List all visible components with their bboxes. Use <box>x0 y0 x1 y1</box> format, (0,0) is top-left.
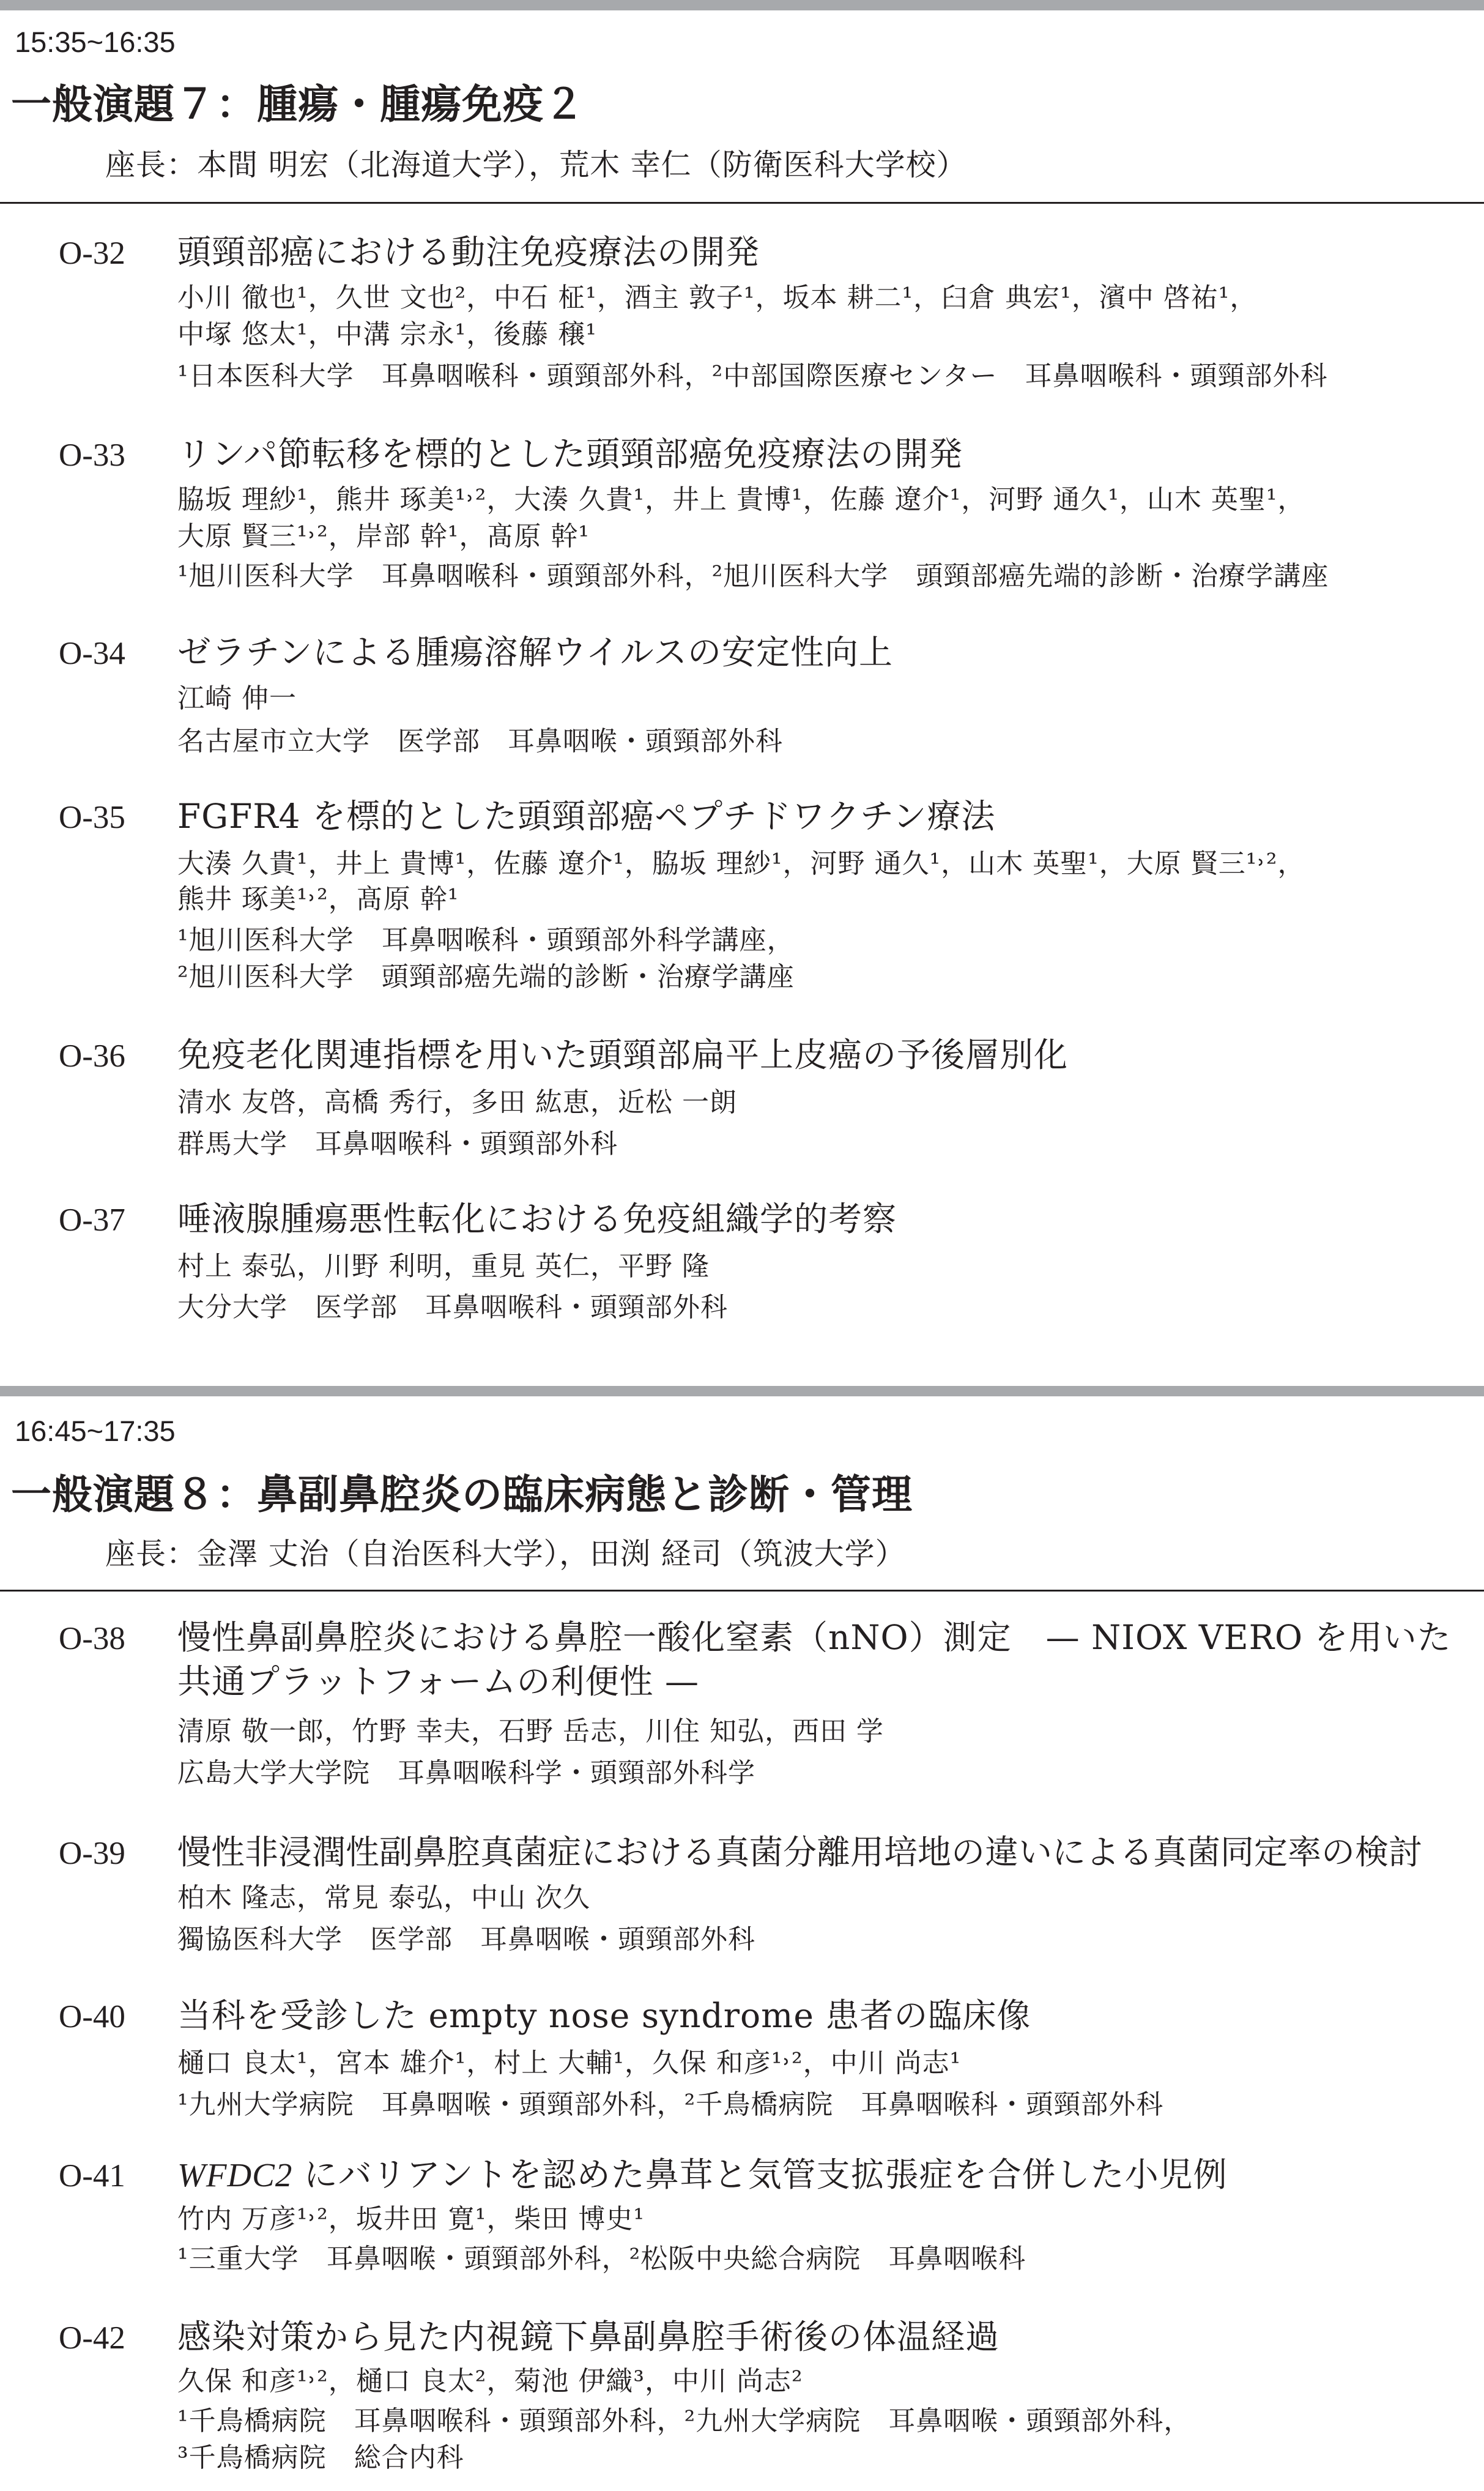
abstract-number: O-39 <box>59 1836 125 1871</box>
abstract-authors: 清原 敬一郎，竹野 幸夫，石野 岳志，川住 知弘，西田 学 <box>177 1716 884 1747</box>
abstract-affiliation: ¹旭川医科大学 耳鼻咽喉科・頭頸部外科，²旭川医科大学 頭頸部癌先端的診断・治療学講座 <box>177 560 1329 592</box>
abstract-title: リンパ節転移を標的とした頭頸部癌免疫療法の開発 <box>177 434 963 474</box>
abstract-authors: 竹内 万彦¹˒²，坂井田 寛¹，柴田 博史¹ <box>177 2203 645 2235</box>
abstract-title: 当科を受診した empty nose syndrome 患者の臨床像 <box>177 1996 1031 2035</box>
abstract-affiliation: ¹旭川医科大学 耳鼻咽喉科・頭頸部外科学講座， <box>177 925 795 956</box>
abstract-title: 感染対策から見た内視鏡下鼻副鼻腔手術後の体温経過 <box>177 2317 1000 2356</box>
session-title: 一般演題７：腫瘍・腫瘍免疫２ <box>11 81 585 128</box>
abstract-affiliation: 獨協医科大学 医学部 耳鼻咽喉・頭頸部外科 <box>177 1924 755 1955</box>
session-header-rule <box>0 0 1484 10</box>
abstract-affiliation: 名古屋市立大学 医学部 耳鼻咽喉・頭頸部外科 <box>177 726 783 757</box>
abstract-affiliation: 群馬大学 耳鼻咽喉科・頭頸部外科 <box>177 1128 618 1160</box>
abstract-affiliation: ²旭川医科大学 頭頸部癌先端的診断・治療学講座 <box>177 961 795 992</box>
abstract-number: O-42 <box>59 2320 125 2356</box>
abstract-title: 慢性非浸潤性副鼻腔真菌症における真菌分離用培地の違いによる真菌同定率の検討 <box>177 1833 1423 1872</box>
abstract-number: O-40 <box>59 1999 125 2035</box>
abstract-title: 唾液腺腫瘍悪性転化における免疫組織学的考察 <box>177 1199 897 1238</box>
abstract-number: O-32 <box>59 236 125 271</box>
abstract-authors: 大原 賢三¹˒²，岸部 幹¹，髙原 幹¹ <box>177 521 590 552</box>
abstract-title: ゼラチンによる腫瘍溶解ウイルスの安定性向上 <box>177 633 893 672</box>
abstract-title-text: にバリアントを認めた鼻茸と気管支拡張症を合併した小児例 <box>292 2155 1228 2194</box>
abstract-affiliation: 広島大学大学院 耳鼻咽喉科学・頭頸部外科学 <box>177 1757 755 1789</box>
abstract-number: O-35 <box>59 800 125 835</box>
abstract-authors: 村上 泰弘，川野 利明，重見 英仁，平野 隆 <box>177 1251 710 1282</box>
session-8 <box>0 1386 1484 1571</box>
abstract-affiliation: ¹千鳥橋病院 耳鼻咽喉科・頭頸部外科，²九州大学病院 耳鼻咽喉・頭頸部外科， <box>177 2405 1192 2437</box>
abstract-authors: 久保 和彦¹˒²，樋口 良太²，菊池 伊織³，中川 尚志² <box>177 2366 803 2397</box>
abstract-title: 免疫老化関連指標を用いた頭頸部扁平上皮癌の予後層別化 <box>177 1035 1069 1074</box>
session-chairs: 座長：金澤 丈治（自治医科大学），田渕 経司（筑波大学） <box>105 1536 906 1571</box>
abstract-authors: 樋口 良太¹，宮本 雄介¹，村上 大輔¹，久保 和彦¹˒²，中川 尚志¹ <box>177 2047 962 2079</box>
session-divider <box>0 1590 1484 1592</box>
abstract-authors: 小川 徹也¹，久世 文也²，中石 柾¹，酒主 敦子¹，坂本 耕二¹，臼倉 典宏¹，濱中 啓祐¹， <box>177 282 1258 313</box>
abstract-authors: 清水 友啓，高橋 秀行，多田 紘恵，近松 一朗 <box>177 1087 737 1118</box>
abstract-title: FGFR4 を標的とした頭頸部癌ペプチドワクチン療法 <box>177 797 996 836</box>
gene-name-italic: WFDC2 <box>177 2156 293 2194</box>
abstract-affiliation: 大分大学 医学部 耳鼻咽喉科・頭頸部外科 <box>177 1292 728 1323</box>
abstract-title: 慢性鼻副鼻腔炎における鼻腔一酸化窒素（nNO）測定 — NIOX VERO を用いた <box>177 1618 1452 1657</box>
session-7 <box>0 0 1484 182</box>
session-chairs: 座長：本間 明宏（北海道大学），荒木 幸仁（防衛医科大学校） <box>105 147 967 182</box>
abstract-affiliation: ³千鳥橋病院 総合内科 <box>177 2442 464 2473</box>
abstract-authors: 脇坂 理紗¹，熊井 琢美¹˒²，大湊 久貴¹，井上 貴博¹，佐藤 遼介¹，河野 通久¹，山木 英聖¹， <box>177 484 1305 515</box>
abstract-number: O-38 <box>59 1621 125 1656</box>
abstract-affiliation: ¹九州大学病院 耳鼻咽喉・頭頸部外科，²千鳥橋病院 耳鼻咽喉科・頭頸部外科 <box>177 2089 1164 2120</box>
abstract-number: O-34 <box>59 636 125 671</box>
abstract-authors: 熊井 琢美¹˒²，髙原 幹¹ <box>177 884 459 915</box>
session-header-rule <box>0 1386 1484 1396</box>
abstract-title-continued: 共通プラットフォームの利便性 — <box>177 1662 699 1701</box>
abstract-authors: 中塚 悠太¹，中溝 宗永¹，後藤 穣¹ <box>177 319 597 350</box>
abstract-title <box>177 2156 1228 2194</box>
abstract-authors: 柏木 隆志，常見 泰弘，中山 次久 <box>177 1882 590 1913</box>
abstract-number: O-36 <box>59 1038 125 1074</box>
abstract-affiliation: ¹三重大学 耳鼻咽喉・頭頸部外科，²松阪中央総合病院 耳鼻咽喉科 <box>177 2243 1026 2274</box>
session-time: 16:45~17:35 <box>15 1415 176 1447</box>
abstract-title: 頭頸部癌における動注免疫療法の開発 <box>177 233 760 272</box>
session-time: 15:35~16:35 <box>15 26 176 58</box>
abstract-number: O-33 <box>59 438 125 473</box>
abstract-number: O-37 <box>59 1202 125 1238</box>
session-divider <box>0 202 1484 204</box>
abstract-affiliation: ¹日本医科大学 耳鼻咽喉科・頭頸部外科，²中部国際医療センター 耳鼻咽喉科・頭頸部外科 <box>177 360 1328 392</box>
abstract-authors: 大湊 久貴¹，井上 貴博¹，佐藤 遼介¹，脇坂 理紗¹，河野 通久¹，山木 英聖¹，大原 賢三¹˒²， <box>177 848 1305 879</box>
session-title: 一般演題８：鼻副鼻腔炎の臨床病態と診断・管理 <box>11 1471 913 1518</box>
abstract-number: O-41 <box>59 2158 125 2194</box>
abstract-authors: 江崎 伸一 <box>177 683 297 714</box>
